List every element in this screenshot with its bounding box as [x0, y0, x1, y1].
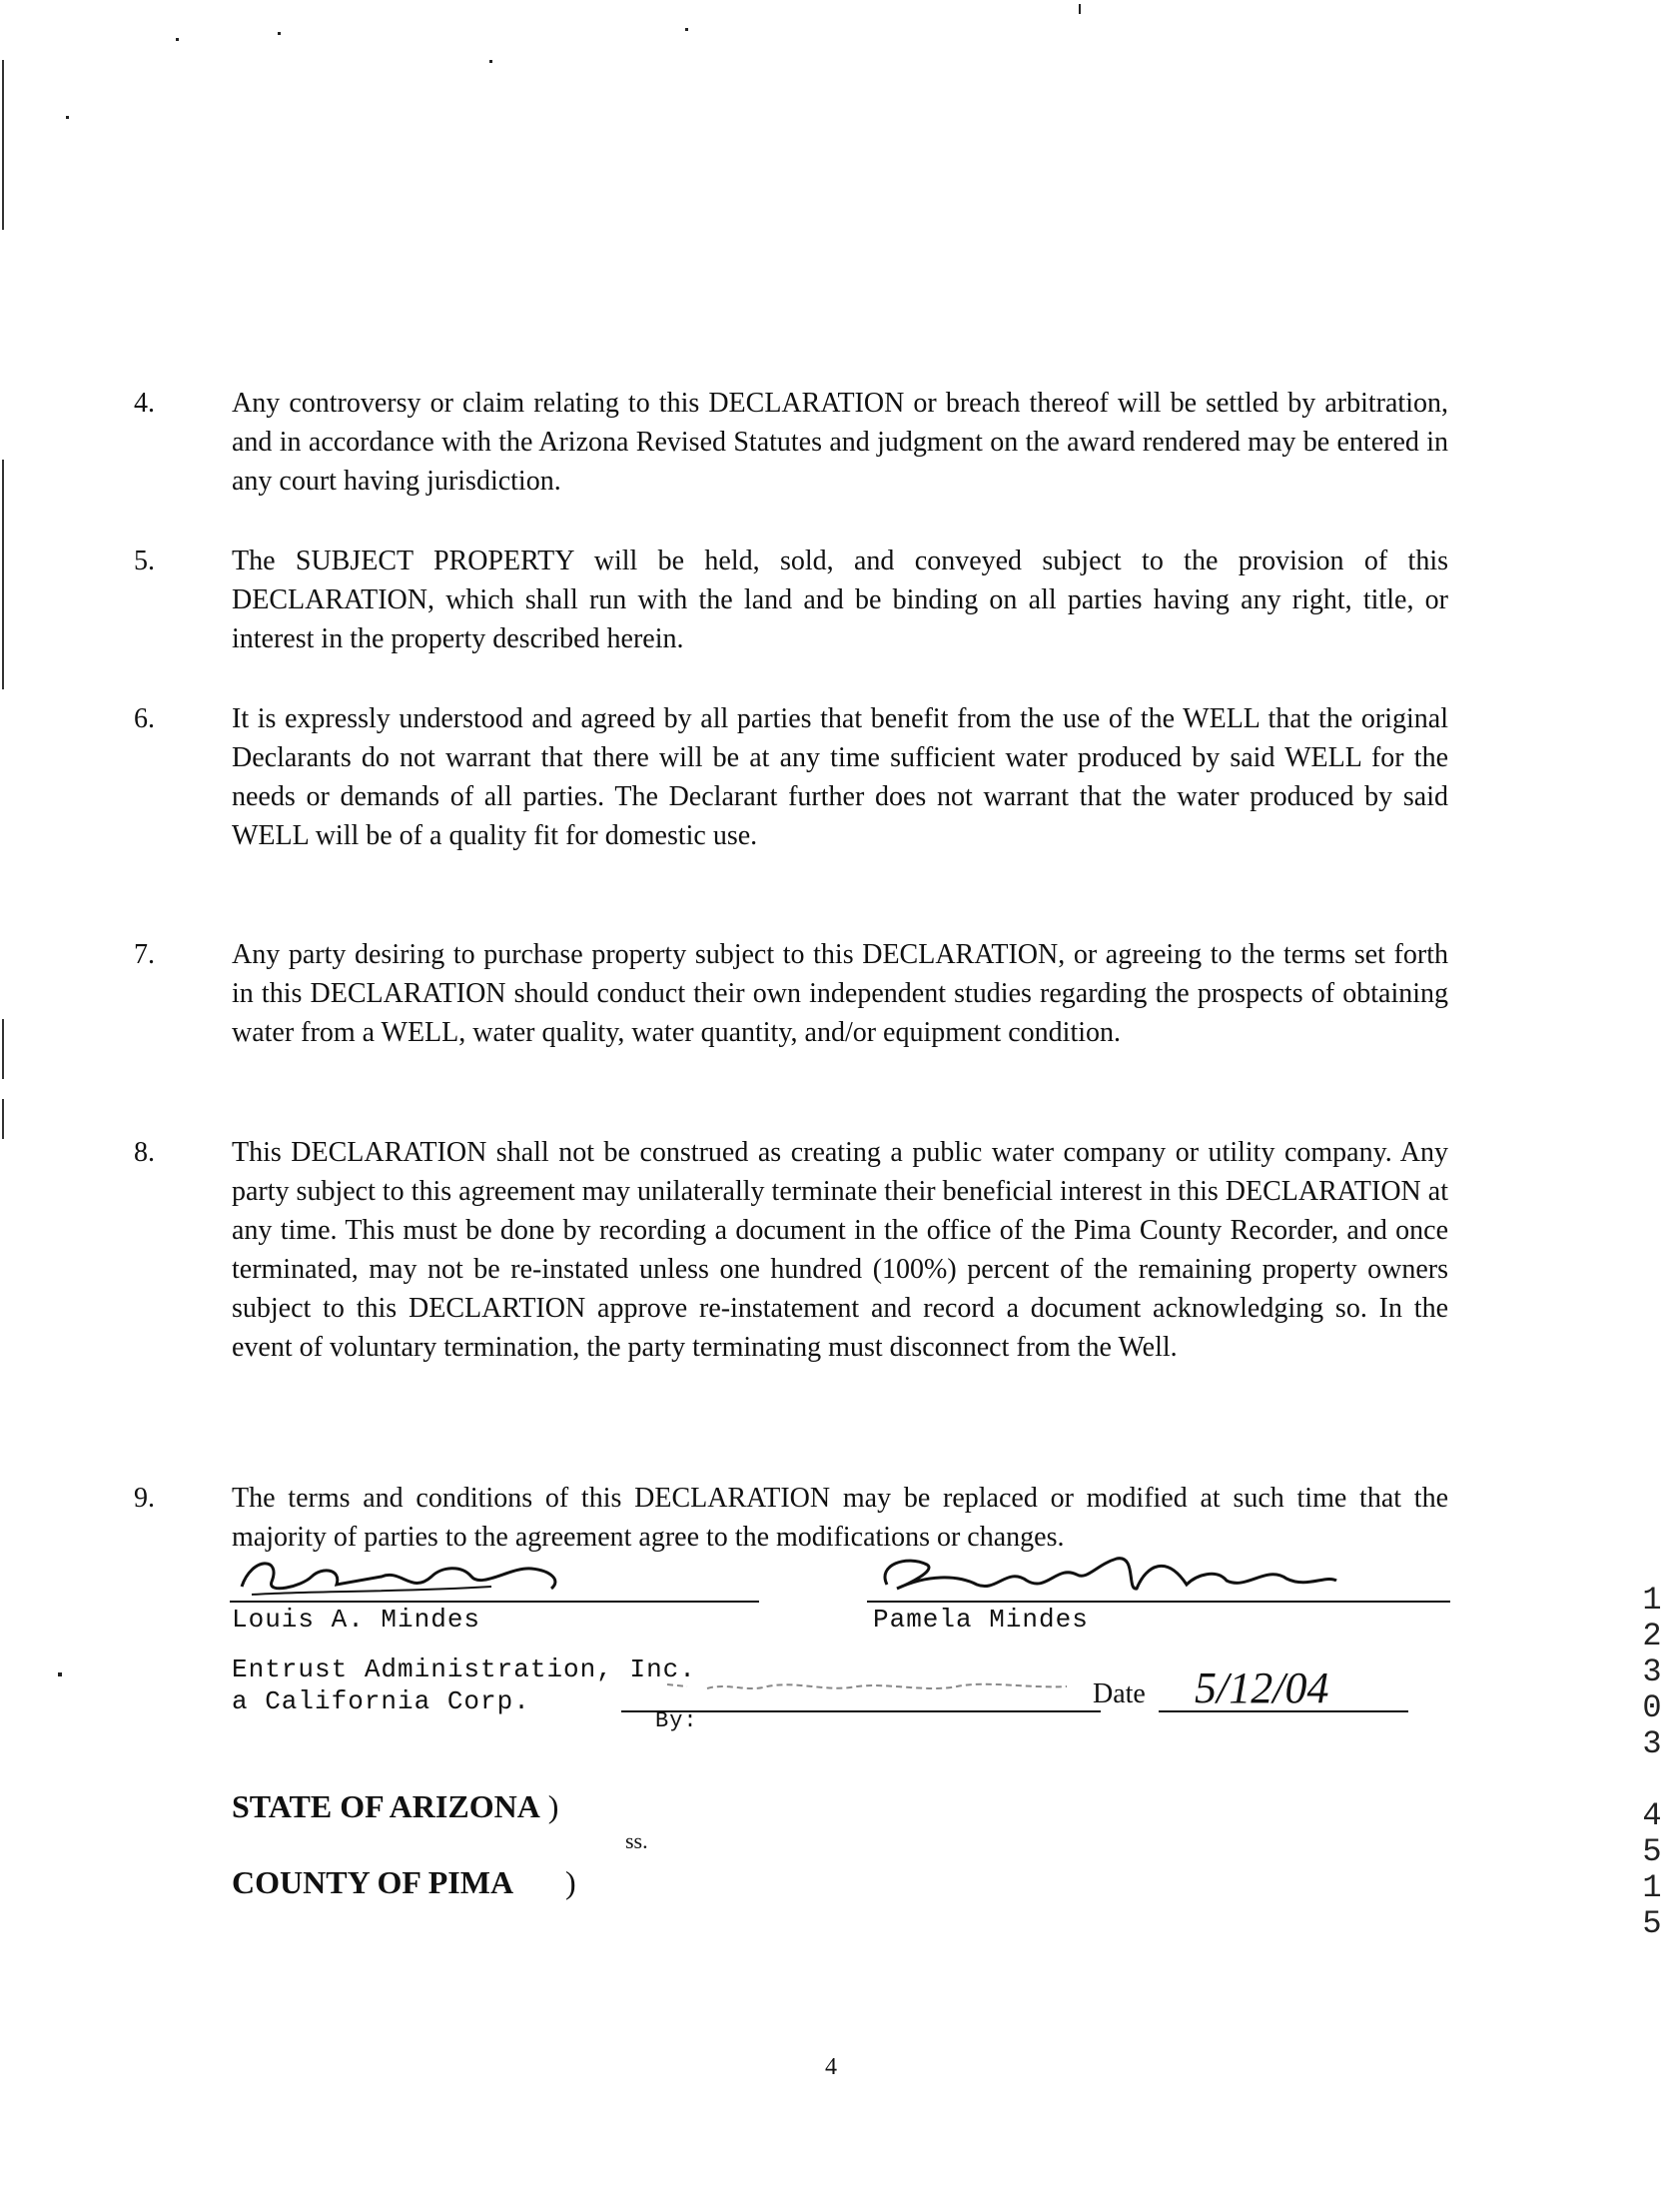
scan-edge-mark [2, 1019, 4, 1079]
venue-state-text: STATE OF ARIZONA [232, 1788, 540, 1824]
clause-number: 8. [134, 1137, 155, 1168]
signature-pamela-mindes [867, 1545, 1346, 1605]
recording-number-stamp [1634, 1583, 1670, 1942]
stamp-digit: 4 [1642, 1797, 1662, 1834]
date-line [1159, 1710, 1408, 1712]
clause-number: 5. [134, 546, 155, 576]
scan-speck [278, 32, 281, 35]
clause-number: 4. [134, 388, 155, 419]
signature-line [230, 1601, 759, 1603]
signer-name: Pamela Mindes [873, 1605, 1089, 1635]
stamp-digit: 5 [1642, 1833, 1662, 1870]
clause-number: 6. [134, 703, 155, 734]
stamp-gap [1634, 1762, 1670, 1798]
stamp-digit: 1 [1642, 1582, 1662, 1619]
stamp-digit: 1 [1642, 1869, 1662, 1906]
signature-line [867, 1601, 1450, 1603]
scan-speck [176, 38, 179, 41]
clause-text: Any controversy or claim relating to this DECLARATION or breach thereof will be settled by arbitration, and in accordance with the Arizona Revised Statutes and judgment on the award rendered may be entered in any court having jurisdiction. [232, 388, 1448, 497]
scan-speck [1079, 4, 1081, 14]
entity-description: a California Corp. [232, 1686, 530, 1716]
clause-number: 7. [134, 939, 155, 970]
page-number: 4 [825, 2054, 837, 2080]
stamp-digit: 0 [1642, 1689, 1662, 1726]
clause-text: Any party desiring to purchase property subject to this DECLARATION, or agreeing to the terms set forth in this DECLARATION should conduct their own independent studies regarding the prospects of obtaining water from a WELL, water quality, water quantity, and/or equipment condition. [232, 939, 1448, 1048]
date-label: Date [1093, 1678, 1146, 1709]
scan-speck [58, 1672, 62, 1676]
venue-state [232, 1788, 558, 1825]
scan-edge-mark [2, 60, 4, 230]
signature-entrust-faint [627, 1674, 1087, 1704]
clause-number: 9. [134, 1483, 155, 1514]
venue-county-text: COUNTY OF PIMA [232, 1864, 514, 1900]
signature-louis-mindes [232, 1547, 591, 1607]
stamp-digit: 2 [1642, 1618, 1662, 1654]
venue-county [232, 1864, 576, 1901]
stamp-digit: 3 [1642, 1653, 1662, 1690]
clause-text: The SUBJECT PROPERTY will be held, sold, and conveyed subject to the provision of this DECLARATION, which shall run with the land and be binding on all parties having any right, title, or interest in the property described herein. [232, 546, 1448, 654]
bracket: ) [565, 1864, 576, 1900]
clause-text: It is expressly understood and agreed by all parties that benefit from the use of the WELL that the original Declarants do not warrant that there will be at any time sufficient water produced by said WELL for the needs or demands of all parties. The Declarant further does not warrant that the water produced by said WELL will be of a quality fit for domestic use. [232, 703, 1448, 851]
scan-edge-mark [2, 1099, 4, 1139]
bracket: ) [539, 1788, 559, 1824]
clause-text: The terms and conditions of this DECLARATION may be replaced or modified at such time that the majority of parties to the agreement agree to the modifications or changes. [232, 1483, 1448, 1553]
clause-text: This DECLARATION shall not be construed as creating a public water company or utility company. Any party subject to this agreement may unilaterally terminate their beneficial interest in this DECLARATION at any time. This must be done by recording a document in the office of the Pima County Recorder, and once terminated, may not be re-instated unless one hundred (100%) percent of the remaining property owners subject to this DECLARTION approve re-instatement and record a document acknowledging so. In the event of voluntary termination, the party terminating must disconnect from the Well. [232, 1137, 1448, 1363]
stamp-digit: 5 [1642, 1905, 1662, 1942]
date-value: 5/12/04 [1195, 1663, 1329, 1712]
scan-speck [685, 28, 688, 31]
scan-edge-mark [2, 460, 4, 689]
signer-name: Louis A. Mindes [232, 1605, 481, 1635]
entity-name: Entrust Administration, Inc. [232, 1654, 696, 1684]
scan-speck [489, 60, 492, 63]
stamp-digit: 3 [1642, 1725, 1662, 1762]
scan-speck [66, 116, 69, 119]
venue-ss: ss. [625, 1828, 648, 1853]
by-label: By: [655, 1708, 698, 1733]
